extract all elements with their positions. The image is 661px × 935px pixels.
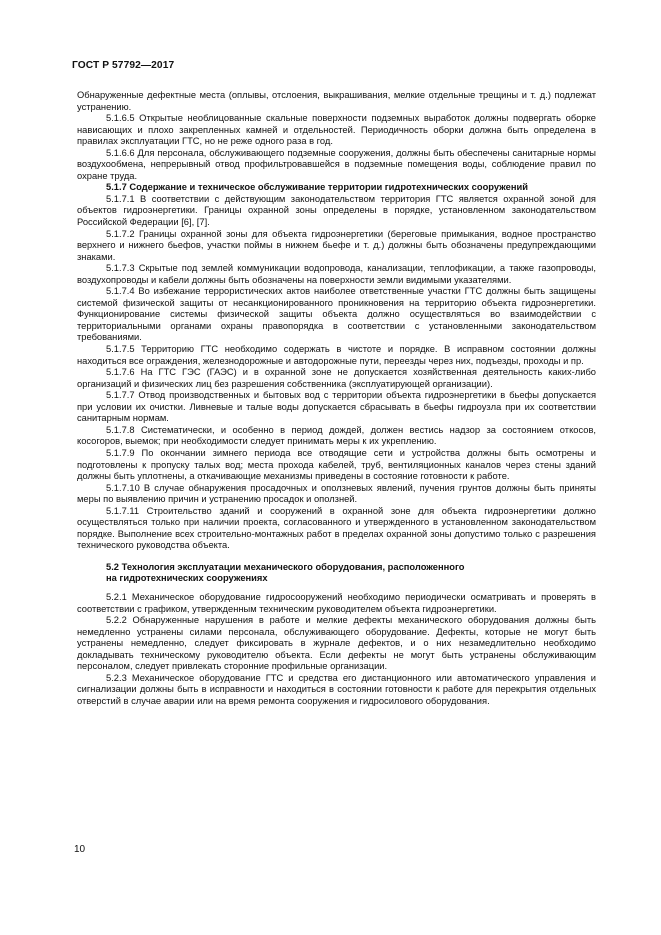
page-number: 10 xyxy=(74,844,86,855)
paragraph-5-1-7-1: 5.1.7.1 В соответствии с действующим законодательством территория ГТС является охранной зоной для объектов гидроэнергетики. Границы охранной зоны определены в порядке, установленном законодательством Российской Федерации [6], [7]. xyxy=(77,193,596,228)
document-code-header: ГОСТ Р 57792—2017 xyxy=(72,60,175,71)
document-body xyxy=(77,90,596,707)
paragraph-5-1-7-4: 5.1.7.4 Во избежание террористических актов наиболее ответственные участки ГТС должны быть защищены системой физической защиты от несанкционированного проникновения на территорию объекта гидроэнергетики. Функционирование системы физической защиты объекта должно осуществляться во взаимодействии с территориальными органами охраны правопорядка в соответствии с установленными законодательством требованиями. xyxy=(77,286,596,343)
paragraph-5-1-7-7: 5.1.7.7 Отвод производственных и бытовых вод с территории объекта гидроэнергетики в бьефы допускается при условии их очистки. Ливневые и талые воды допускается сбрасывать в бьефы гидроузла при их соответствии санитарным нормам. xyxy=(77,390,596,424)
paragraph-5-1-6-5: 5.1.6.5 Открытые необлицованные скальные поверхности подземных выработок должны подвергать оборке нависающих и плохо закрепленных камней и отдельностей. Периодичность оборки должна быть определена в правилах эксплуатации ГТС, но не реже одного раза в год. xyxy=(77,113,596,147)
paragraph-5-1-7-2: 5.1.7.2 Границы охранной зоны для объекта гидроэнергетики (береговые примыкания, водное пространство верхнего и нижнего бьефов, участки поймы в нижнем бьефе и т. д.) должны быть обозначены предупреждающими знаками. xyxy=(77,228,596,262)
section-heading-5-2-line1: 5.2 Технология эксплуатации механического оборудования, расположенного xyxy=(106,561,465,572)
subsection-heading-5-1-7: 5.1.7 Содержание и техническое обслуживание территории гидротехнических сооружений xyxy=(106,182,529,193)
paragraph-5-1-7-11: 5.1.7.11 Строительство зданий и сооружений в охранной зоне для объекта гидроэнергетики должно осуществляться только при наличии проекта, согласованного и утвержденного в установленном законодательством порядке. Выполнение всех строительно-монтажных работ в пределах охранной зоны допустимо только с разрешения технического руководства объекта. xyxy=(77,505,596,551)
paragraph-5-1-7-10: 5.1.7.10 В случае обнаружения просадочных и оползневых явлений, пучения грунтов должны быть приняты меры по выявлению причин и устранению просадок и оползней. xyxy=(77,482,596,505)
paragraph-5-1-7-3: 5.1.7.3 Скрытые под землей коммуникации водопровода, канализации, теплофикации, а также газопроводы, воздухопроводы и кабели должны быть обозначены на поверхности земли видимыми указателями. xyxy=(77,263,596,285)
paragraph-5-1-7-9: 5.1.7.9 По окончании зимнего периода все отводящие сети и устройства должны быть осмотрены и подготовлены к пропуску талых вод; места прохода кабелей, труб, вентиляционных каналов через стены зданий должны быть уплотнены, а откачивающие механизмы приведены в состояние готовности к работе. xyxy=(77,447,596,482)
paragraph-5-1-7-5: 5.1.7.5 Территорию ГТС необходимо содержать в чистоте и порядке. В исправном состоянии должны находиться все ограждения, железнодорожные и автодорожные пути, переезды через них, подъезды, проходы и пр. xyxy=(77,344,596,366)
paragraph-5-2-2: 5.2.2 Обнаруженные нарушения в работе и мелкие дефекты механического оборудования должны быть немедленно устранены силами персонала, обслуживающего оборудование. Дефекты, которые не могут быть устранены немедленно, следует фиксировать в журнале дефектов, и о них незамедлительно необходимо докладывать техническому руководителю объекта. Если дефекты не могут быть устранены обслуживающим персоналом, следует привлекать сторонние профильные организации. xyxy=(77,615,596,672)
section-heading-5-2 xyxy=(77,562,596,585)
paragraph-5-1-7-6: 5.1.7.6 На ГТС ГЭС (ГАЭС) и в охранной зоне не допускается хозяйственная деятельность каких-либо организаций и физических лиц без разрешения собственника (эксплуатирующей организации). xyxy=(77,367,596,389)
section-heading-5-2-line2: на гидротехнических сооружениях xyxy=(106,573,268,584)
paragraph-5-1-6-6: 5.1.6.6 Для персонала, обслуживающего подземные сооружения, должны быть обеспечены санитарные нормы воздухообмена, непрерывный отвод профильтровавшейся в подземные помещения воды, соблюдение правил по охране труда. xyxy=(77,147,596,181)
paragraph-5-2-3: 5.2.3 Механическое оборудование ГТС и средства его дистанционного или автоматического управления и сигнализации должны быть в исправности и находиться в состоянии готовности к работе для перекрытия отдельных отверстий в случае аварии или на время ремонта сооружения и гидросилового оборудования. xyxy=(77,672,596,706)
paragraph-5-1-7-8: 5.1.7.8 Систематически, и особенно в период дождей, должен вестись надзор за состоянием откосов, косогоров, выемок; при необходимости следует принимать меры к их укреплению. xyxy=(77,424,596,447)
paragraph-intro: Обнаруженные дефектные места (оплывы, отслоения, выкрашивания, мелкие отдельные трещины и т. д.) подлежат устранению. xyxy=(77,90,596,112)
paragraph-5-2-1: 5.2.1 Механическое оборудование гидросооружений необходимо периодически осматривать и проверять в соответствии с графиком, утвержденным техническим руководителем объекта гидроэнергетики. xyxy=(77,591,596,614)
